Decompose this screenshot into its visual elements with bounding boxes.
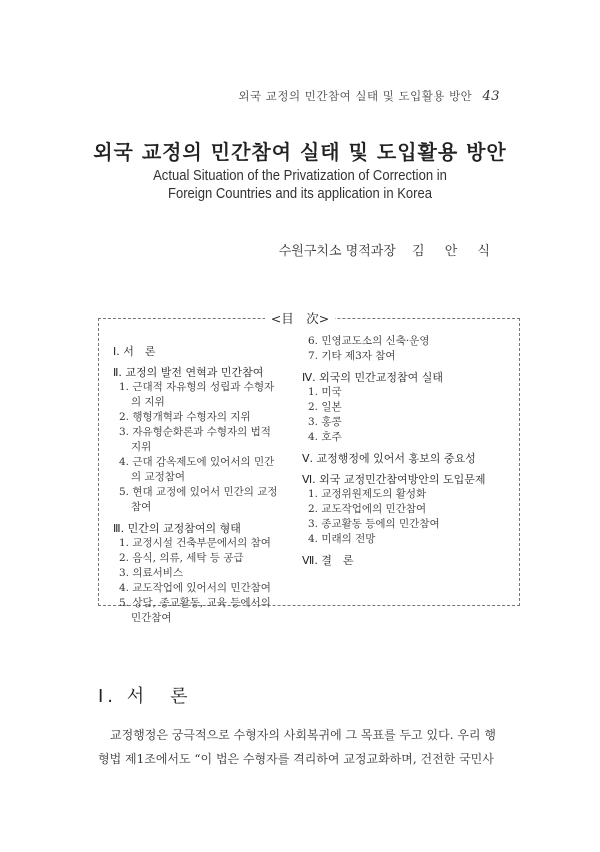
toc-item: 3. 홍콩 [308, 416, 342, 428]
toc-item: 2. 행형개혁과 수형자의 지위 [119, 411, 251, 423]
toc-chapter: Ⅴ. 교정행정에 있어서 홍보의 중요성 [302, 452, 476, 465]
toc-right-column [302, 334, 502, 568]
toc-item: 4. 미래의 전망 [308, 533, 376, 545]
toc-item: 6. 민영교도소의 신축·운영 [308, 335, 430, 347]
toc-item: 1. 미국 [308, 386, 342, 398]
toc-item: 4. 호주 [308, 431, 342, 443]
toc-item: 1. 교정시설 건축부문에서의 참여 [119, 537, 271, 549]
running-header-text: 외국 교정의 민간참여 실태 및 도입활용 방안 [238, 89, 473, 103]
toc-item: 1. 근대적 자유형의 성립과 수형자의 지위 [119, 381, 275, 408]
paper-title: 외국 교정의 민간참여 실태 및 도입활용 방안 [93, 140, 507, 164]
toc-item: 5. 상담, 종교활동, 교육 등에서의 민간참여 [119, 597, 271, 624]
toc-item: 3. 종교활동 등에의 민간참여 [308, 518, 440, 530]
toc-left-column [113, 338, 283, 626]
toc-item: 3. 자유형순화론과 수형자의 법적 지위 [119, 426, 271, 453]
author-line [279, 240, 498, 259]
paragraph-line-2: 형법 제1조에서도 “이 법은 수형자를 격리하여 교정교화하며, 건전한 국민사 [98, 752, 494, 766]
toc-title: <目 次> [0, 309, 600, 327]
toc-chapter: Ⅶ. 결 론 [302, 554, 354, 567]
toc-item: 5. 현대 교정에 있어서 민간의 교정참여 [119, 486, 278, 513]
toc-chapter: Ⅵ. 외국 교정민간참여방안의 도입문제 [302, 473, 486, 486]
subtitle-line-1: Actual Situation of the Privatization of Correction in [153, 168, 447, 184]
toc-chapter: Ⅰ. 서 론 [113, 345, 156, 358]
toc-item: 1. 교정위원제도의 활성화 [308, 488, 427, 500]
running-header [238, 88, 500, 104]
toc-item: 2. 교도작업에의 민간참여 [308, 503, 427, 515]
toc-chapter: Ⅱ. 교정의 발전 연혁과 민간참여 [113, 366, 264, 379]
toc-item: 2. 음식, 의류, 세탁 등 공급 [119, 552, 244, 564]
author-affiliation: 수원구치소 명적과장 [278, 244, 396, 259]
toc-item: 3. 의료서비스 [119, 567, 184, 579]
subtitle-line-2: Foreign Countries and its application in Korea [167, 186, 433, 202]
page-number: 43 [482, 89, 500, 104]
toc-item: 4. 교도작업에 있어서의 민간참여 [119, 582, 271, 594]
toc-item: 4. 근대 감옥제도에 있어서의 민간의 교정참여 [119, 456, 275, 483]
english-subtitle [30, 167, 570, 203]
toc-chapter: Ⅳ. 외국의 민간교정참여 실태 [302, 371, 444, 384]
toc-item: 7. 기타 제3자 참여 [308, 350, 396, 362]
body-paragraph [98, 723, 502, 771]
section-heading: Ⅰ. 서 론 [98, 686, 192, 707]
toc-chapter: Ⅲ. 민간의 교정참여의 형태 [113, 522, 241, 535]
toc-item: 2. 일본 [308, 401, 342, 413]
paragraph-line-1: 교정행정은 궁극적으로 수형자의 사회복귀에 그 목표를 두고 있다. 우리 행 [110, 728, 496, 742]
author-name: 김 안 식 [412, 244, 498, 259]
